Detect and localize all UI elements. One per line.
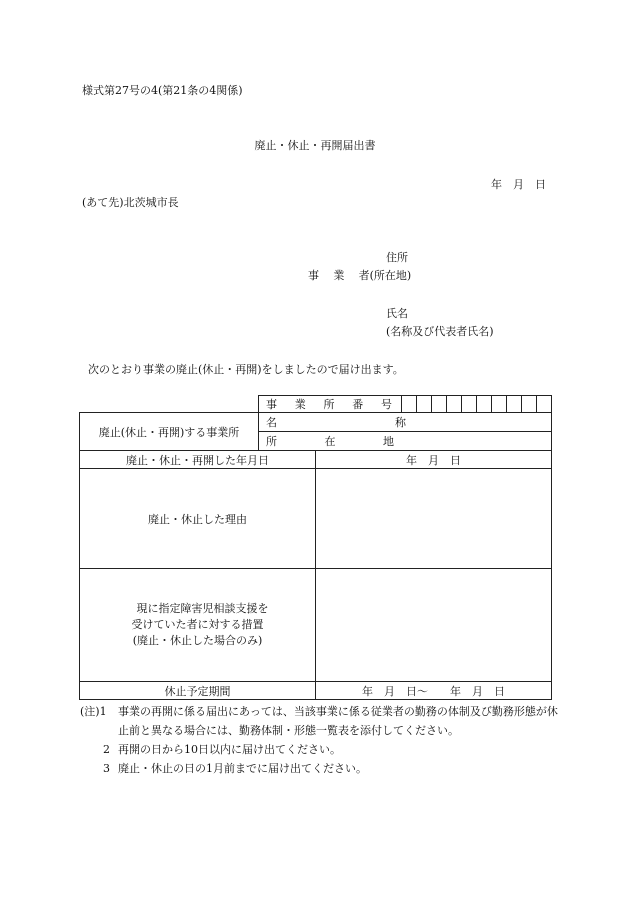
label-char: 所 [323,398,335,411]
business-section-label: 廃止(休止・再開)する事業所 [98,425,240,439]
reason-label: 廃止・休止した理由 [148,512,247,526]
note-item [80,740,560,759]
note-text: 事業の再開に係る届出にあっては、当該事業に係る従業者の勤務の体制及び勤務形態が休止前と異なる場合には、勤務体制・形態一覧表を添付してください。 [118,705,558,737]
label-char: 在 [324,435,336,448]
label-char: 称 [395,416,406,429]
document-title: 廃止・休止・再開届出書 [254,139,376,152]
business-name-label [266,413,406,431]
label-char: 事 [266,398,277,411]
note-head [80,702,118,740]
label-char: 号 [381,398,392,411]
number-box-divider [431,395,432,413]
label-char: 番 [352,398,364,411]
number-box-divider [491,395,492,413]
number-box-divider [461,395,462,413]
measures-line: 現に指定障害児相談支援を [136,602,269,615]
note-number: 3 [103,762,110,775]
table-rule [258,395,259,451]
addressee: (あて先)北茨城市長 [82,196,179,209]
applicant-address-sub: (所在地) [369,269,412,282]
label-char: 所 [266,435,277,448]
label-char: 地 [383,435,394,448]
note-item [80,759,560,778]
submission-date: 年 月 日 [491,178,546,191]
measures-line: (廃止・休止した場合のみ) [132,634,263,647]
date-row-label: 廃止・休止・再開した年月日 [126,453,269,467]
notes [80,702,560,778]
applicant-role [308,267,411,283]
note-head [80,759,118,778]
applicant-name-label: 氏名 [386,307,408,320]
label-char: 名 [266,416,277,429]
intro-text: 次のとおり事業の廃止(休止・再開)をしましたので届け出ます。 [88,363,404,376]
form-number: 様式第27号の4(第21条の4関係) [82,84,243,97]
note-number: 1 [99,705,107,718]
note-text: 廃止・休止の日の1月前までに届け出てください。 [118,762,367,775]
label-char: 業 [294,398,306,411]
measures-label [80,569,315,681]
applicant-role-char: 業 [333,269,359,282]
note-header: (注) [80,705,100,718]
number-box-divider [536,395,537,413]
applicant-name-sub: (名称及び代表者氏名) [386,325,494,338]
suspension-value: 年 月 日〜 年 月 日 [362,684,505,698]
note-head [80,740,118,759]
table-rule [315,450,316,700]
number-box-divider [521,395,522,413]
note-text: 再開の日から10日以内に届け出てください。 [118,743,341,756]
measures-line: 受けていた者に対する措置 [131,618,264,631]
date-row-value: 年 月 日 [406,453,461,467]
note-number: 2 [103,743,110,756]
applicant-role-char: 事 [308,269,334,282]
number-box-divider [446,395,447,413]
suspension-label: 休止予定期間 [164,684,231,698]
number-box-divider [416,395,417,413]
table-rule [551,395,552,700]
business-number-label [266,396,392,412]
business-location-label [266,432,394,450]
note-item [80,702,560,740]
number-box-divider [476,395,477,413]
number-box-divider [506,395,507,413]
applicant-role-char: 者 [358,269,370,282]
applicant-address-label: 住所 [386,251,408,264]
number-box-divider [401,395,402,413]
